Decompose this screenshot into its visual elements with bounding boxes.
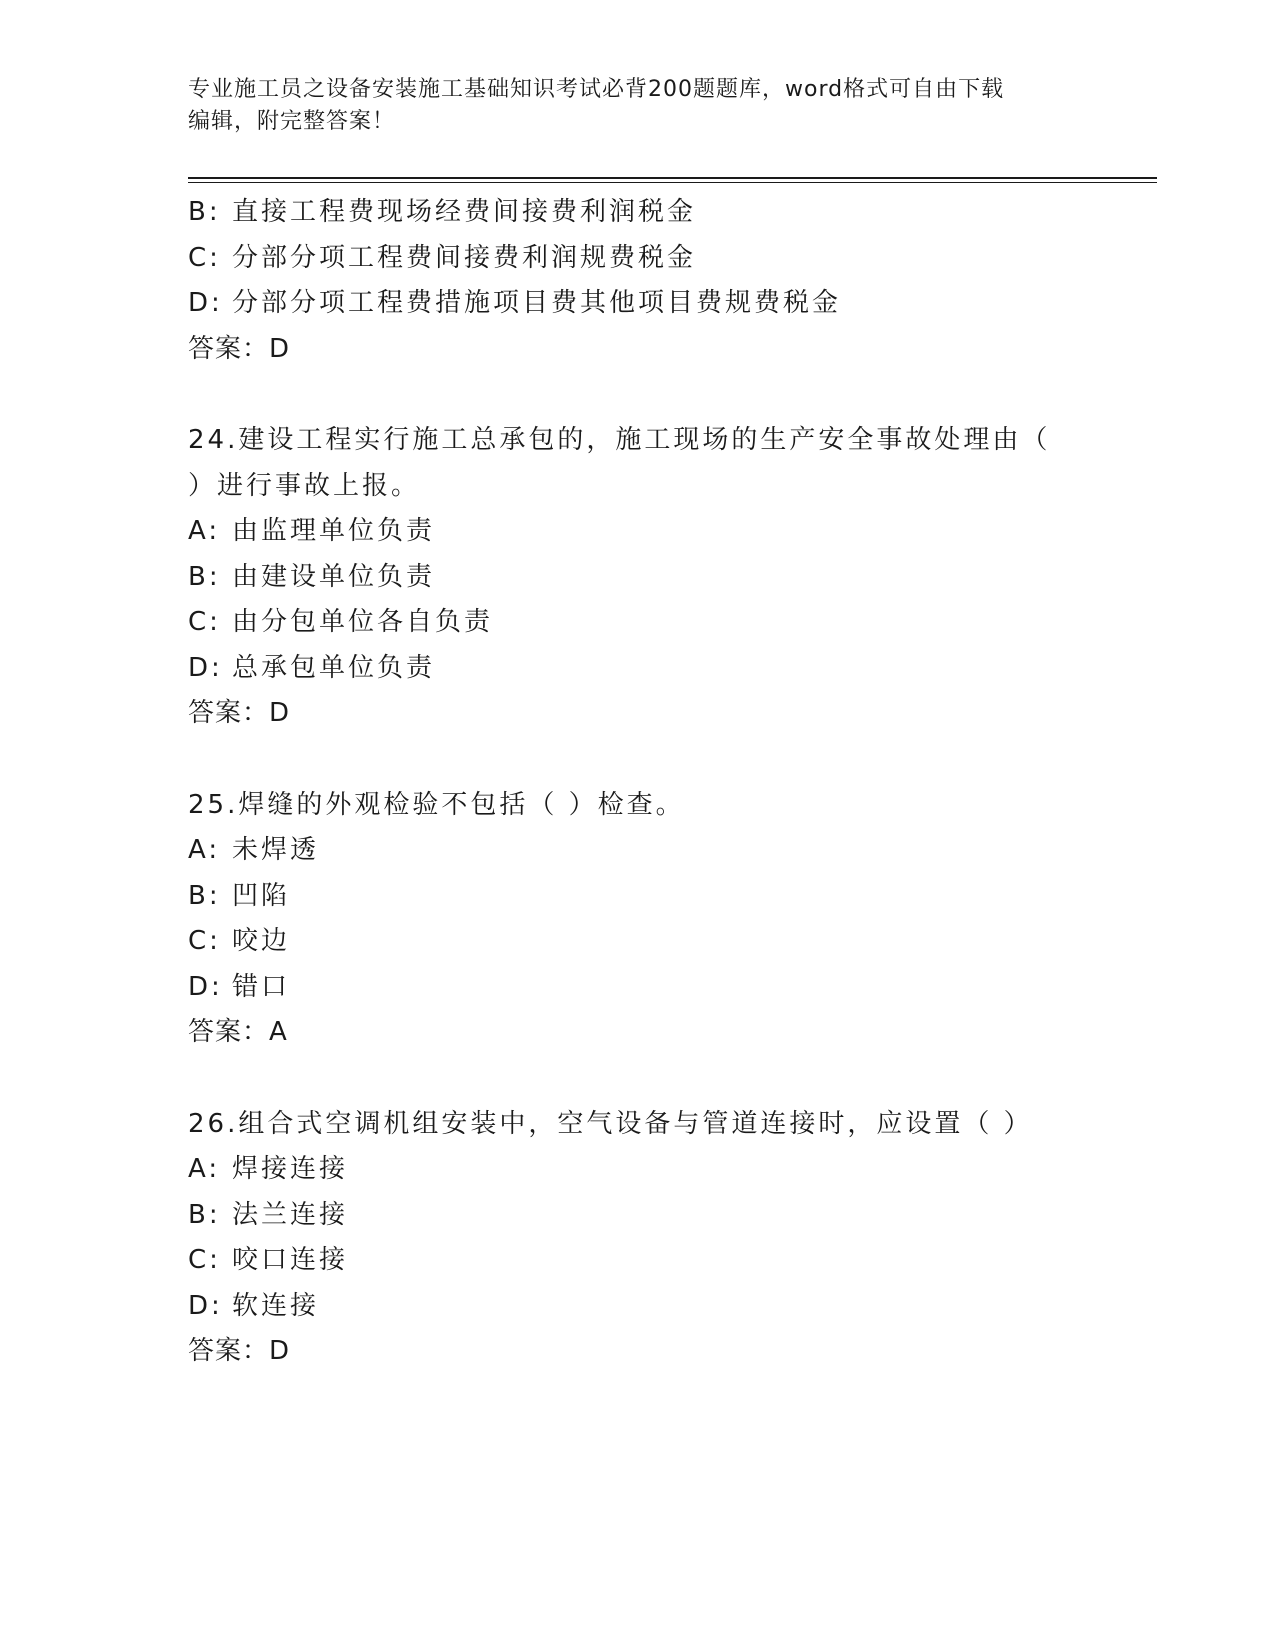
option-text: 直接工程费现场经费间接费利润税金 — [232, 197, 697, 227]
option-text: 分部分项工程费措施项目费其他项目费规费税金 — [232, 288, 842, 318]
question-stem: 25.焊缝的外观检验不包括（ ）检查。 — [188, 789, 685, 820]
question-gap — [188, 1056, 1118, 1102]
header-divider-thin — [188, 182, 1157, 183]
option-key: D: — [188, 971, 223, 1002]
option-key: B: — [188, 880, 221, 911]
option-key: A: — [188, 1154, 221, 1184]
option-text: 凹陷 — [232, 880, 291, 911]
option-d — [188, 965, 1118, 1011]
question-25 — [188, 783, 1118, 1056]
answer-line: 答案：D — [188, 698, 291, 728]
header-title-line2: 编辑，附完整答案！ — [188, 109, 396, 134]
option-a — [188, 509, 1118, 555]
option-text: 咬口连接 — [232, 1245, 349, 1275]
option-key: C: — [188, 926, 221, 956]
question-24 — [188, 418, 1118, 737]
option-text: 分部分项工程费间接费利润规费税金 — [232, 242, 697, 273]
option-text: 总承包单位负责 — [232, 652, 436, 683]
option-d — [188, 646, 1118, 692]
answer-line: 答案：A — [188, 1017, 288, 1047]
answer-line: 答案：D — [188, 333, 291, 364]
option-text: 法兰连接 — [232, 1199, 349, 1230]
option-text: 由分包单位各自负责 — [232, 607, 494, 637]
option-text: 由监理单位负责 — [232, 516, 436, 546]
option-key: B: — [188, 1199, 221, 1230]
option-text: 由建设单位负责 — [232, 561, 436, 592]
option-key: B: — [188, 197, 221, 227]
option-b — [188, 1193, 1118, 1239]
question-stem: 26.组合式空调机组安装中，空气设备与管道连接时，应设置（ ） — [188, 1108, 1033, 1139]
option-key: D: — [188, 1290, 223, 1321]
question-23-continued — [188, 190, 1118, 372]
option-b — [188, 555, 1118, 601]
question-26 — [188, 1102, 1118, 1375]
header-title-line1: 专业施工员之设备安装施工基础知识考试必背200题题库，word格式可自由下载 — [188, 77, 1005, 102]
option-key: C: — [188, 1245, 221, 1275]
option-c — [188, 236, 1118, 282]
option-c — [188, 1238, 1118, 1284]
answer-line: 答案：D — [188, 1336, 291, 1366]
option-key: B: — [188, 561, 221, 592]
option-b — [188, 190, 1118, 236]
option-d — [188, 1284, 1118, 1330]
option-key: C: — [188, 607, 221, 637]
option-c — [188, 600, 1118, 646]
option-key: A: — [188, 516, 221, 546]
document-header — [188, 74, 1088, 138]
option-key: D: — [188, 652, 223, 683]
question-gap — [188, 737, 1118, 783]
option-c — [188, 919, 1118, 965]
option-text: 软连接 — [232, 1290, 320, 1321]
option-a — [188, 1147, 1118, 1193]
question-stem: 24.建设工程实行施工总承包的，施工现场的生产安全事故处理由（ — [188, 425, 1051, 455]
header-divider-thick — [188, 177, 1157, 179]
option-d — [188, 281, 1118, 327]
question-list — [188, 190, 1118, 1375]
option-text: 咬边 — [232, 926, 291, 956]
option-key: D: — [188, 288, 223, 318]
option-key: C: — [188, 242, 221, 273]
question-gap — [188, 372, 1118, 418]
option-key: A: — [188, 835, 221, 865]
option-b — [188, 874, 1118, 920]
option-text: 错口 — [232, 971, 291, 1002]
option-text: 未焊透 — [232, 835, 320, 865]
option-text: 焊接连接 — [232, 1154, 349, 1184]
option-a — [188, 828, 1118, 874]
question-stem-continued: ）进行事故上报。 — [188, 470, 421, 501]
